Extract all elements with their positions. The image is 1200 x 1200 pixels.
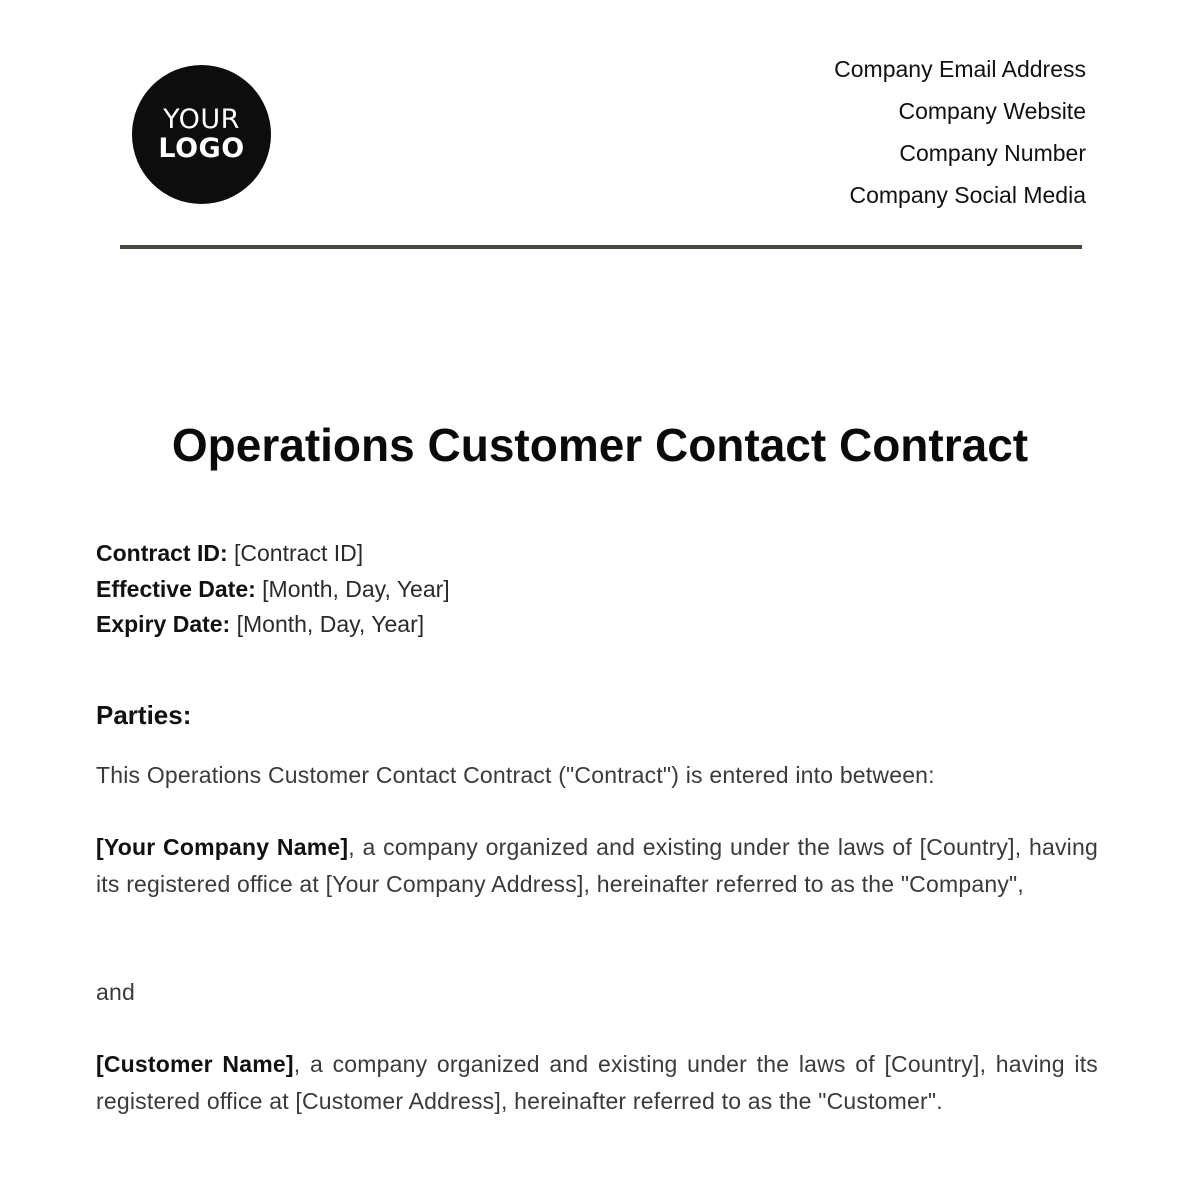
company-name: [Your Company Name]: [96, 834, 349, 860]
customer-party-text: , a company organized and existing under the laws of [Country], having its registered office at [Customer Address], hereinafter referred to as the "Customer".: [96, 1051, 1098, 1114]
customer-name: [Customer Name]: [96, 1051, 294, 1077]
effective-date-row: [96, 572, 450, 608]
parties-heading: Parties:: [96, 700, 192, 730]
logo-line-2: LOGO: [158, 132, 245, 164]
effective-date-value: [Month, Day, Year]: [262, 575, 450, 602]
customer-party-paragraph: [96, 1046, 1098, 1119]
logo-line-1: YOUR: [163, 104, 240, 136]
company-email: Company Email Address: [834, 56, 1086, 82]
expiry-date-row: [96, 607, 450, 643]
expiry-date-label: Expiry Date:: [96, 611, 231, 637]
company-party-text: , a company organized and existing under the laws of [Country], having its registered office at [Your Company Address], hereinafter referred to as the "Company",: [96, 834, 1098, 897]
document-title: Operations Customer Contact Contract: [171, 419, 1029, 471]
company-contact-block: [834, 52, 1086, 220]
contract-id-row: [96, 536, 450, 572]
header-divider: [120, 245, 1082, 249]
effective-date-label: Effective Date:: [96, 575, 256, 602]
company-social-media: Company Social Media: [849, 182, 1086, 208]
contract-id-value: [Contract ID]: [234, 540, 364, 566]
company-website: Company Website: [898, 98, 1086, 124]
company-party-paragraph: [96, 829, 1098, 902]
and-connector: and: [96, 979, 135, 1005]
company-number: Company Number: [899, 140, 1086, 166]
company-logo: [132, 65, 271, 204]
expiry-date-value: [Month, Day, Year]: [236, 611, 425, 637]
parties-intro: This Operations Customer Contact Contract ("Contract") is entered into between:: [96, 762, 935, 788]
contract-id-label: Contract ID:: [96, 540, 228, 566]
contract-meta: [96, 536, 450, 643]
